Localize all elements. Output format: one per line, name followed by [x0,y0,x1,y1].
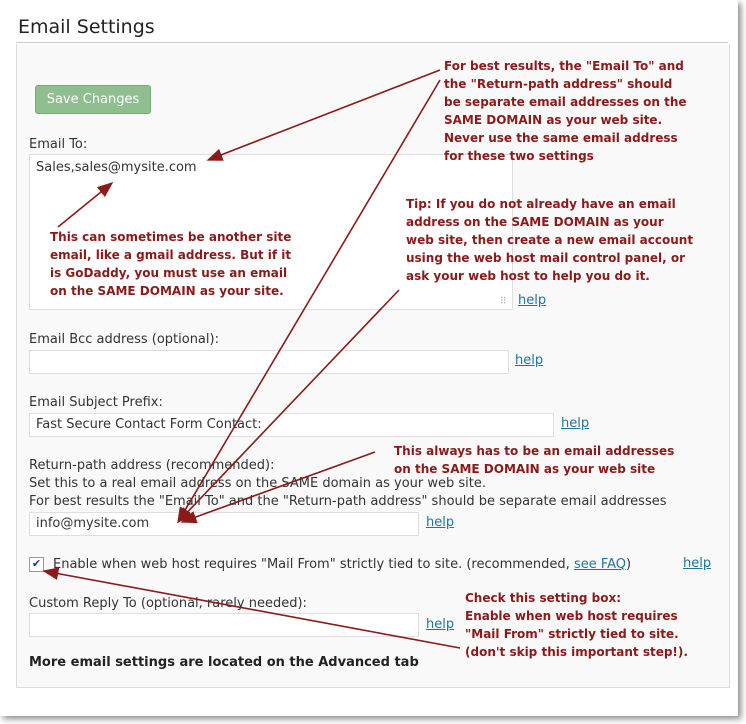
mail-from-close-paren: ) [626,557,632,572]
arrow-tip-to-returnpath [178,290,399,522]
bcc-label: Email Bcc address (optional): [29,332,219,347]
email-to-label: Email To: [29,137,88,152]
return-path-desc-1: Set this to a real email address on the SAME domain as your web site. [29,476,486,491]
page-title: Email Settings [18,16,155,38]
subject-help-link[interactable]: help [561,416,590,431]
reply-to-label: Custom Reply To (optional, rarely needed): [29,596,307,611]
arrow-check-to-checkbox [44,571,460,648]
annotation-always: This always has to be an email addresses on the SAME DOMAIN as your web site [394,444,675,476]
see-faq-link[interactable]: see FAQ [573,557,627,572]
save-changes-button[interactable]: Save Changes [35,85,151,114]
mail-from-help-link[interactable]: help [683,556,712,571]
annotation-tip: Tip: If you do not already have an email address on the SAME DOMAIN as your web site, then create a new email account using the web host mail control panel, or ask your web host to help you do it. [406,197,694,283]
return-path-help-link[interactable]: help [426,515,455,530]
reply-to-help-link[interactable]: help [426,617,455,632]
email-to-help-link[interactable]: help [518,293,547,308]
annotation-gmail: This can sometimes be another site email, like a gmail address. But if it is GoDaddy, you must use an email on the SAME DOMAIN as your site. [50,230,292,298]
advanced-tab-note: More email settings are located on the Advanced tab [29,655,419,670]
subject-prefix-label: Email Subject Prefix: [29,395,163,410]
resize-grip-icon[interactable]: ⠿ [500,297,507,307]
return-path-label: Return-path address (recommended): [29,458,275,473]
arrow-gmail-to-email [58,183,112,227]
return-path-desc-2: For best results the "Email To" and the "Return-path address" should be separate email addresses [29,494,667,509]
return-path-input[interactable]: info@mysite.com [29,512,419,536]
annotation-best-results: For best results, the "Email To" and the "Return-path address" should be separate email addresses on the SAME DOMAIN as your web site. Never use the same email address for these two settings [444,59,687,163]
bcc-help-link[interactable]: help [515,353,544,368]
email-to-value: Sales,sales@mysite.com [36,160,197,175]
arrow-best-to-email [208,70,440,160]
annotation-check: Check this setting box: Enable when web host requires "Mail From" strictly tied to site. (don't skip this important step!). [465,591,688,659]
mail-from-text: Enable when web host requires "Mail From" strictly tied to site. (recommended, [53,557,570,572]
mail-from-checkbox[interactable]: ✔ [29,557,44,572]
subject-prefix-input[interactable]: Fast Secure Contact Form Contact: [29,413,554,437]
